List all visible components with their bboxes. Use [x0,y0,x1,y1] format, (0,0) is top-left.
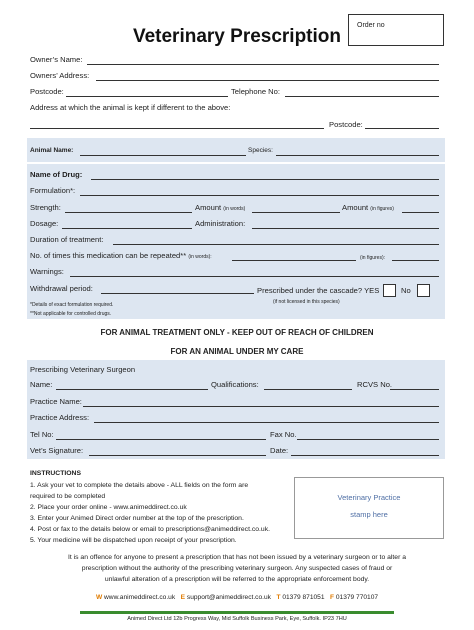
date-field[interactable] [291,455,439,456]
cascade-label: Prescribed under the cascade? YES [257,286,380,295]
amount-words-label: Amount (in words) [195,203,246,212]
species-field[interactable] [276,155,439,156]
practice-name-field[interactable] [83,406,439,407]
postcode-label: Postcode: [30,87,64,96]
species-label: Species: [248,147,273,154]
formulation-field[interactable] [80,195,439,196]
kept-address-label: Address at which the animal is kept if different to the above: [30,103,231,112]
duration-field[interactable] [113,244,439,245]
fax-label: Fax No. [270,430,297,439]
vet-heading: Prescribing Veterinary Surgeon [30,365,136,374]
amount-figures-field[interactable] [402,212,439,213]
warnings-field[interactable] [70,276,439,277]
practice-stamp-box [294,477,444,539]
instruction-item: required to be completed [30,493,106,500]
vet-signature-field[interactable] [89,455,266,456]
stamp-label-line2: stamp here [350,510,388,519]
cascade-note: (if not licensed in this species) [273,299,340,305]
dosage-label: Dosage: [30,219,59,228]
administration-label: Administration: [195,219,246,228]
repeat-words-note: (in words): [188,254,212,260]
amount-words-field[interactable] [252,212,340,213]
tel-field[interactable] [56,439,266,440]
drug-name-field[interactable] [91,179,439,180]
animal-panel [27,138,445,162]
telephone-label: Telephone No: [231,87,280,96]
strength-label: Strength: [30,203,61,212]
instruction-item: 3. Enter your Animed Direct order number at the top of the prescription. [30,515,244,522]
legal-warning-line3: unlawful alteration of a prescription will be referred to the appropriate enforcement body. [104,576,370,583]
phone-number: 01379 871051 [282,594,325,601]
instruction-item: 4. Post or fax to the details below or email to prescriptions@animeddirect.co.uk. [30,526,270,533]
repeat-words-field[interactable] [232,260,356,261]
fax-number: 01379 770107 [335,594,379,601]
page-title: Veterinary Prescription [132,26,342,47]
owner-address-field[interactable] [96,80,439,81]
postcode-field[interactable] [66,96,228,97]
dosage-field[interactable] [62,228,192,229]
postcode2-field[interactable] [365,128,439,129]
owner-address-label: Owners’ Address: [30,71,90,80]
rcvs-field[interactable] [390,389,439,390]
amount-figures-note: (in figures) [370,206,394,212]
withdrawal-label: Withdrawal period: [30,284,93,293]
email-link[interactable]: support@animeddirect.co.uk [186,594,271,601]
stamp-label-line1: Veterinary Practice [337,493,401,502]
instruction-item: 5. Your medicine will be dispatched upon receipt of your prescription. [30,537,237,544]
order-no-label: Order no [357,22,385,29]
animal-name-field[interactable] [80,155,246,156]
vet-signature-label: Vet’s Signature: [30,446,84,455]
withdrawal-field[interactable] [101,293,254,294]
owner-name-field[interactable] [87,64,439,65]
postcode2-label: Postcode: [329,120,363,129]
phone-letter: T [276,594,281,601]
vet-name-field[interactable] [56,389,208,390]
contact-line [0,593,474,603]
amount-figures-label: Amount (in figures) [342,203,394,212]
treatment-notice: FOR ANIMAL TREATMENT ONLY - KEEP OUT OF REACH OF CHILDREN [100,328,374,337]
company-address: Animed Direct Ltd 12b Progress Way, Mid Suffolk Business Park, Eye, Suffolk. IP23 7HU [127,616,347,622]
repeat-figures-field[interactable] [392,260,439,261]
tel-label: Tel No: [30,430,54,439]
website-letter: W [95,594,103,601]
qualifications-label: Qualifications: [211,380,259,389]
website-link[interactable]: www.animeddirect.co.uk [104,594,176,601]
qualifications-field[interactable] [264,389,352,390]
strength-field[interactable] [65,212,192,213]
email-letter: E [180,594,186,601]
kept-address-field[interactable] [30,128,324,129]
instructions-heading: INSTRUCTIONS [30,470,81,477]
practice-name-label: Practice Name: [30,397,82,406]
amount-words-note: (in words) [223,206,246,212]
instruction-item: 1. Ask your vet to complete the details above - ALL fields on the form are [30,482,249,489]
drug-name-label: Name of Drug: [30,170,83,179]
controlled-drugs-footnote: **Not applicable for controlled drugs. [30,311,112,317]
cascade-no-checkbox[interactable] [417,284,430,297]
owner-name-label: Owner’s Name: [30,55,83,64]
fax-field[interactable] [297,439,439,440]
care-notice: FOR AN ANIMAL UNDER MY CARE [170,347,304,356]
rcvs-label: RCVS No. [357,380,393,389]
repeat-label: No. of times this medication can be repeated** (in words): [30,251,212,260]
warnings-label: Warnings: [30,267,64,276]
legal-warning-line1: It is an offence for anyone to present a prescription that has not been issued by a veterinary surgeon or to alter a [67,554,407,561]
repeat-figures-note: (in figures): [360,255,386,261]
formulation-label: Formulation*: [30,186,76,195]
animal-name-label: Animal Name: [30,147,74,154]
fax-letter: F [329,594,335,601]
duration-label: Duration of treatment: [30,235,104,244]
practice-address-label: Practice Address: [30,413,90,422]
legal-warning-line2: prescription without the authority of the prescribing veterinary surgeon. Any suspected cases of fraud or [81,565,393,572]
instruction-item: 2. Place your order online - www.animeddirect.co.uk [30,504,187,511]
cascade-yes-checkbox[interactable] [383,284,396,297]
cascade-no-label: No [401,286,411,295]
administration-field[interactable] [252,228,439,229]
telephone-field[interactable] [285,96,439,97]
practice-address-field[interactable] [94,422,439,423]
date-label: Date: [270,446,289,455]
vet-name-label: Name: [30,380,53,389]
formulation-footnote: *Details of exact formulation required. [30,302,114,308]
order-no-field[interactable] [348,14,444,46]
